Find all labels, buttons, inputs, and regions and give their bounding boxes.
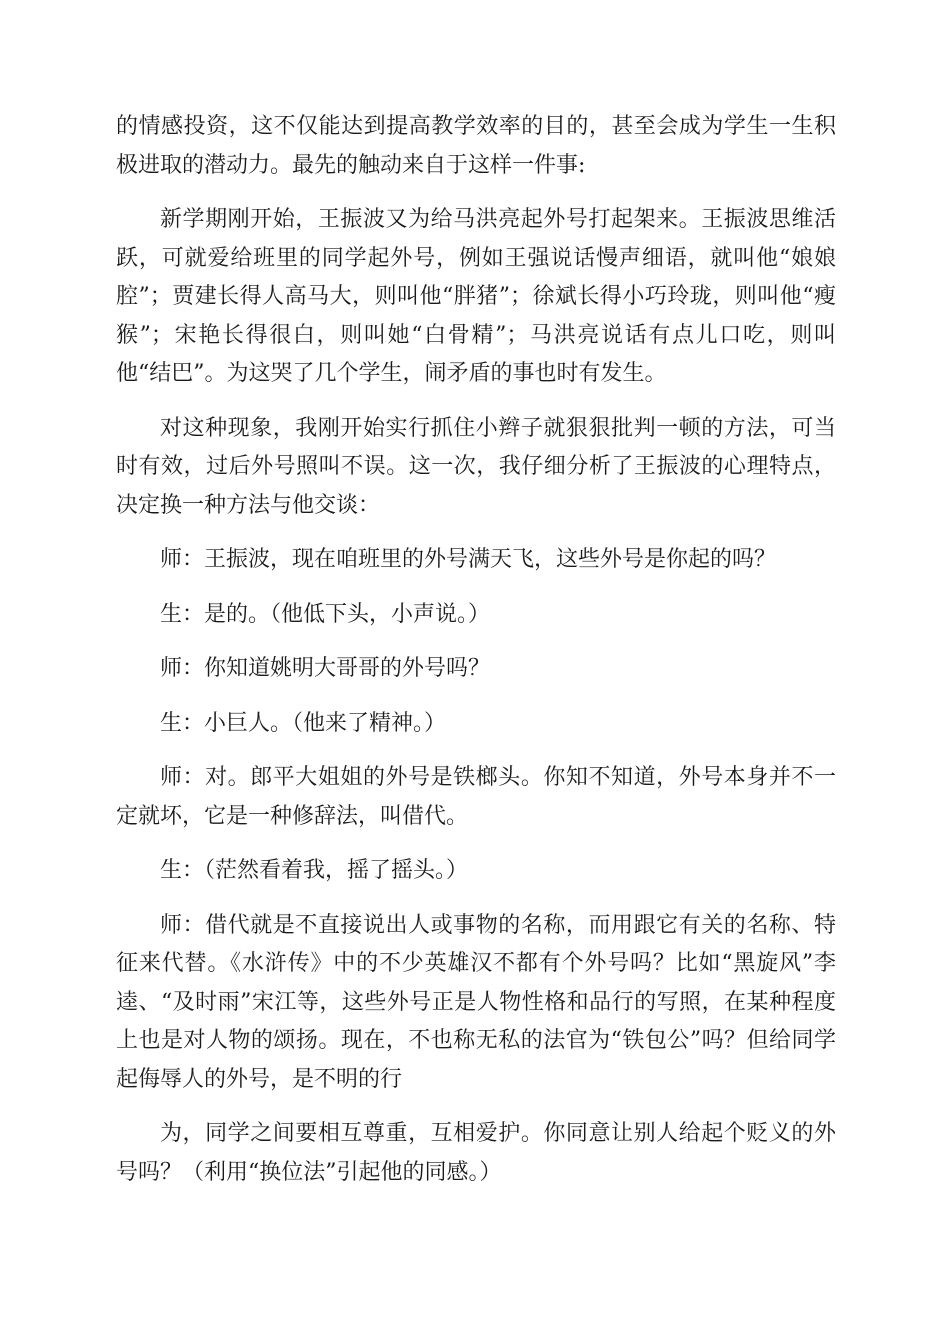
- dialogue-teacher-2: 师：你知道姚明大哥哥的外号吗？: [160, 656, 491, 681]
- dialogue-teacher-1: 师：王振波，现在咱班里的外号满天飞，这些外号是你起的吗？: [160, 547, 777, 572]
- dialogue-teacher-4: 师：借代就是不直接说出人或事物的名称，而用跟它有关的名称、特征来代替。《水浒传》中的不少英雄汉不都有个外号吗？比如“黑旋风”李逵、“及时雨”宋江等，这些外号正是人物性格和品行的写照，在某种程度上也是对人物的颂扬。现在，不也称无私的法官为“铁包公”吗？但给同学起侮辱人的外号，是不明的行: [116, 912, 836, 1092]
- paragraph-incident: 新学期刚开始，王振波又为给马洪亮起外号打起架来。王振波思维活跃，可就爱给班里的同学起外号，例如王强说话慢声细语，就叫他“娘娘腔”；贾建长得人高马大，则叫他“胖猪”；徐斌长得小巧玲珑，则叫他“瘦猴”；宋艳长得很白，则叫她“白骨精”；马洪亮说话有点儿口吃，则叫他“结巴”。为这哭了几个学生，闹矛盾的事也时有发生。: [116, 207, 836, 386]
- dialogue-student-1: 生：是的。（他低下头，小声说。）: [160, 601, 491, 627]
- dialogue-teacher-4-continued: 为，同学之间要相互尊重，互相爱护。你同意让别人给起个贬义的外号吗？（利用“换位法”引起他的同感。）: [116, 1121, 836, 1185]
- document-body: [116, 108, 836, 1208]
- paragraph-continuation: 的情感投资，这不仅能达到提高教学效率的目的，甚至会成为学生一生积极进取的潜动力。最先的触动来自于这样一件事:: [116, 114, 836, 178]
- dialogue-teacher-3: 师：对。郎平大姐姐的外号是铁榔头。你知不知道，外号本身并不一定就坏，它是一种修辞法，叫借代。: [116, 765, 836, 829]
- paragraph-method: 对这种现象，我刚开始实行抓住小辫子就狠狠批判一顿的方法，可当时有效，过后外号照叫不误。这一次，我仔细分析了王振波的心理特点，决定换一种方法与他交谈：: [116, 415, 836, 518]
- dialogue-student-2: 生：小巨人。（他来了精神。）: [160, 710, 447, 736]
- dialogue-student-3: 生：（茫然看着我，摇了摇头。）: [160, 858, 469, 883]
